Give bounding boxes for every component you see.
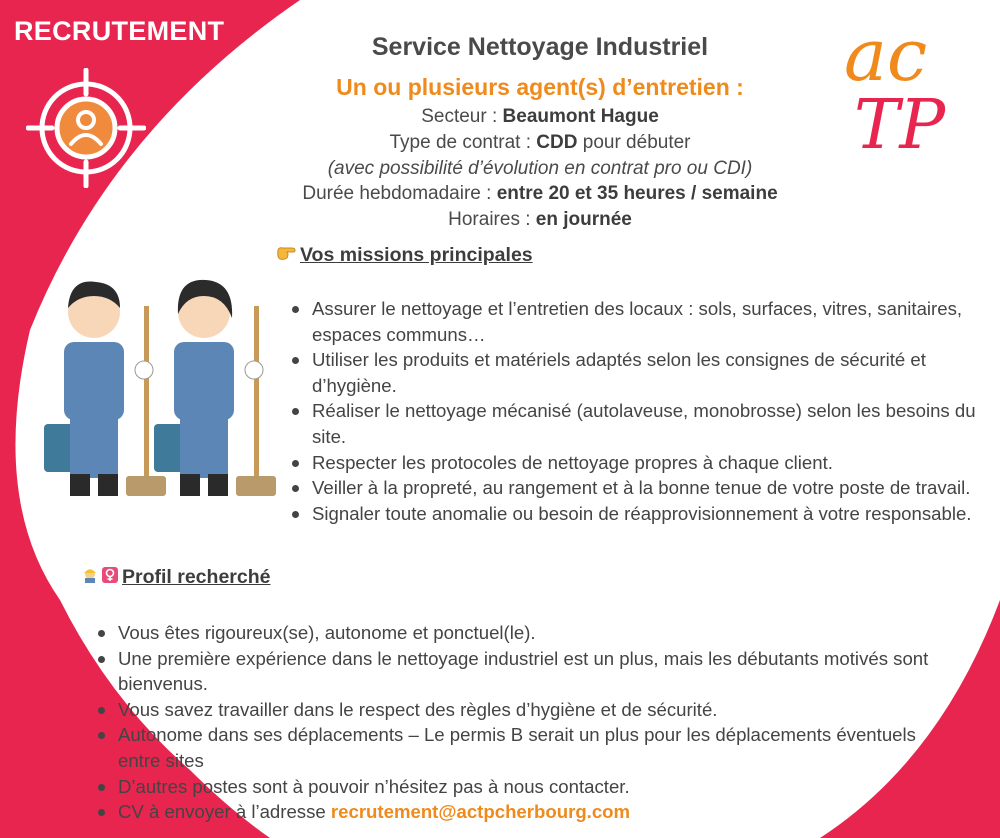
list-item: Assurer le nettoyage et l’entretien des locaux : sols, surfaces, vitres, sanitaires, espaces communs… — [288, 296, 988, 347]
cleaning-workers-illustration — [40, 268, 280, 508]
sector-line — [260, 104, 820, 130]
hours-line — [260, 181, 820, 207]
logo-text-bottom: TP — [854, 86, 946, 160]
logo-text-top: ac — [844, 13, 928, 97]
profile-heading — [82, 566, 270, 589]
list-item: D’autres postes sont à pouvoir n’hésitez pas à nous contacter. — [94, 774, 954, 800]
list-item: Vous savez travailler dans le respect des règles d’hygiène et de sécurité. — [94, 697, 954, 723]
missions-heading — [276, 244, 533, 267]
profile-title: Profil recherché — [122, 566, 271, 588]
list-item: Respecter les protocoles de nettoyage propres à chaque client. — [288, 450, 988, 476]
hours-value: entre 20 et 35 heures / semaine — [496, 183, 778, 205]
list-item: Signaler toute anomalie ou besoin de réapprovisionnement à votre responsable. — [288, 501, 988, 527]
list-item: Une première expérience dans le nettoyage industriel est un plus, mais les débutants motivés sont bienvenus. — [94, 646, 954, 697]
missions-list — [288, 296, 988, 526]
contract-suffix: pour débuter — [577, 131, 691, 153]
cv-label: CV à envoyer à l’adresse — [118, 801, 331, 823]
female-sign-icon — [102, 567, 118, 588]
actp-logo — [836, 10, 976, 160]
list-item — [94, 799, 954, 825]
list-item: Réaliser le nettoyage mécanisé (autolaveuse, monobrosse) selon les besoins du site. — [288, 398, 988, 449]
hours-label: Durée hebdomadaire : — [302, 183, 497, 205]
female-worker — [154, 280, 276, 496]
schedule-line — [260, 207, 820, 233]
contract-note: (avec possibilité d’évolution en contrat pro ou CDI) — [327, 157, 753, 179]
list-item: Vous êtes rigoureux(se), autonome et ponctuel(le). — [94, 620, 954, 646]
cv-email-link[interactable]: recrutement@actpcherbourg.com — [330, 801, 631, 823]
contract-value: CDD — [536, 131, 578, 153]
profile-list — [94, 620, 954, 825]
hand-pointing-icon — [276, 245, 296, 266]
sector-label: Secteur : — [421, 106, 503, 127]
job-subtitle: Un ou plusieurs agent(s) d’entretien : — [336, 74, 744, 100]
list-item: Autonome dans ses déplacements – Le permis B serait un plus pour les déplacements éventuels entre sites — [94, 722, 954, 773]
list-item: Veiller à la propreté, au rangement et à la bonne tenue de votre poste de travail. — [288, 475, 988, 501]
sector-value: Beaumont Hague — [502, 106, 659, 127]
contract-line — [260, 130, 820, 156]
job-header — [260, 30, 820, 233]
list-item: Utiliser les produits et matériels adaptés selon les consignes de sécurité et d’hygiène. — [288, 347, 988, 398]
recruitment-badge: RECRUTEMENT — [14, 16, 225, 46]
missions-title: Vos missions principales — [300, 244, 533, 266]
schedule-value: en journée — [535, 209, 632, 231]
page-title: Service Nettoyage Industriel — [371, 33, 709, 61]
worker-icon — [82, 567, 98, 588]
target-person-icon — [26, 68, 146, 188]
male-worker — [44, 282, 166, 496]
contract-label: Type de contrat : — [389, 131, 537, 153]
schedule-label: Horaires : — [448, 209, 536, 231]
